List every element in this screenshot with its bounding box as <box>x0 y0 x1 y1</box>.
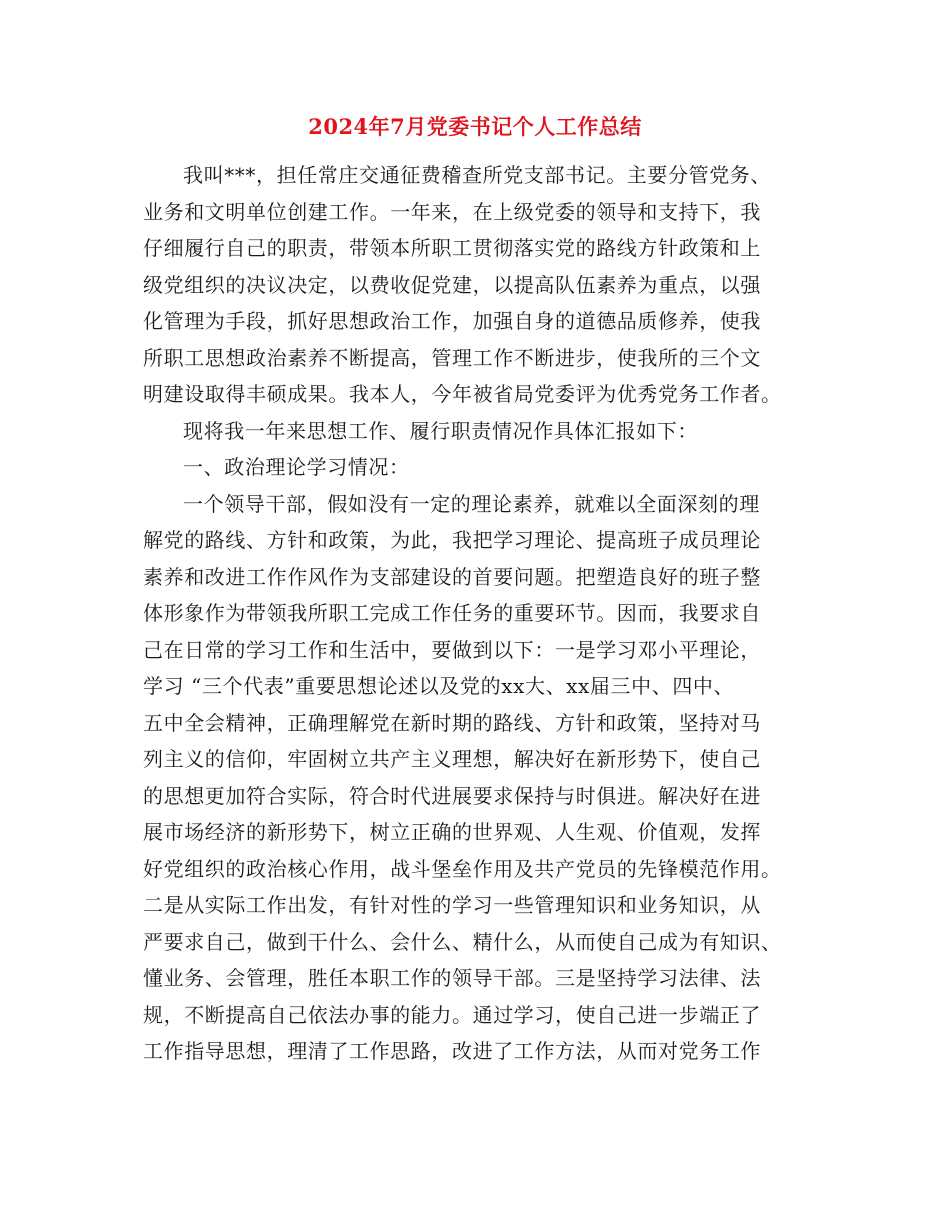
text-line: 现将我一年来思想工作、履行职责情况作具体汇报如下： <box>183 418 698 443</box>
text-line: 工作指导思想，理清了工作思路，改进了工作方法，从而对党务工作 <box>143 1039 761 1063</box>
text-line: 一个领导干部，假如没有一定的理论素养，就难以全面深刻的理 <box>183 491 760 516</box>
text-line: 懂业务、会管理，胜任本职工作的领导干部。三是坚持学习法律、法 <box>143 966 761 990</box>
text-line: 级党组织的决议决定，以费收促党建，以提高队伍素养为重点，以强 <box>143 272 761 297</box>
text-line: 好党组织的政治核心作用，战斗堡垒作用及共产党员的先锋模范作用。 <box>143 856 782 881</box>
text-line: 学习 “三个代表”重要思想论述以及党的xx大、xx届三中、四中、 <box>143 674 735 698</box>
text-line: 化管理为手段，抓好思想政治工作，加强自身的道德品质修养，使我 <box>143 309 761 333</box>
text-line: 所职工思想政治素养不断提高，管理工作不断进步，使我所的三个文 <box>143 345 761 370</box>
text-line: 展市场经济的新形势下，树立正确的世界观、人生观、价值观，发挥 <box>143 820 761 844</box>
text-line: 列主义的信仰，牢固树立共产主义理想，解决好在新形势下，使自己 <box>143 747 761 771</box>
text-line: 我叫***，担任常庄交通征费稽查所党支部书记。主要分管党务、 <box>183 163 771 187</box>
text-line: 业务和文明单位创建工作。一年来，在上级党委的领导和支持下，我 <box>143 199 761 224</box>
document-title: 2024年7月党委书记个人工作总结 <box>308 114 642 139</box>
text-line: 解党的路线、方针和政策，为此，我把学习理论、提高班子成员理论 <box>143 528 761 552</box>
text-line: 体形象作为带领我所职工完成工作任务的重要环节。因而，我要求自 <box>143 601 761 625</box>
text-line: 规，不断提高自己依法办事的能力。通过学习，使自己进一步端正了 <box>143 1002 761 1027</box>
text-line: 严要求自己，做到干什么、会什么、精什么，从而使自己成为有知识、 <box>143 929 782 954</box>
text-line: 素养和改进工作作风作为支部建设的首要问题。把塑造良好的班子整 <box>143 564 761 589</box>
text-line: 仔细履行自己的职责，带领本所职工贯彻落实党的路线方针政策和上 <box>143 236 761 260</box>
text-line: 的思想更加符合实际，符合时代进展要求保持与时俱进。解决好在进 <box>143 783 761 808</box>
text-line: 己在日常的学习工作和生活中，要做到以下：一是学习邓小平理论， <box>143 637 761 662</box>
text-line: 五中全会精神，正确理解党在新时期的路线、方针和政策，坚持对马 <box>143 710 761 735</box>
text-line: 二是从实际工作出发，有针对性的学习一些管理知识和业务知识，从 <box>143 893 761 917</box>
text-line: 一、政治理论学习情况： <box>183 455 410 479</box>
text-line: 明建设取得丰硕成果。我本人，今年被省局党委评为优秀党务工作者。 <box>143 382 782 406</box>
document-body <box>143 157 803 1070</box>
